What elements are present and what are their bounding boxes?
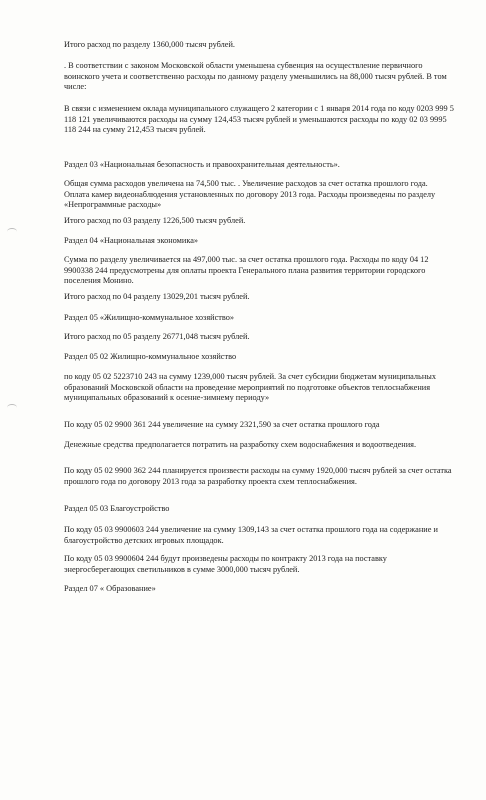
binding-mark xyxy=(7,404,17,411)
paragraph: По коду 05 02 9900 361 244 увеличение на сумму 2321,590 за счет остатка прошлого года xyxy=(64,420,380,429)
section-heading: Раздел 04 «Национальная экономика» xyxy=(64,236,199,245)
paragraph: Сумма по разделу увеличивается на 497,000 тыс. за счет остатка прошлого года. Расходы по коду 04 12 9900338 244 предусмотрены для оплаты проекта Генерального плана развития территории городского поселения Монино. xyxy=(64,255,429,286)
paragraph: Общая сумма расходов увеличена на 74,500 тыс. . Увеличение расходов за счет остатка прошлого года. Оплата камер видеонаблюдения установленных по договору 2013 года. Расходы произведены по разделу «Непрограммные расходы» xyxy=(64,179,436,210)
paragraph: Итого расход по 04 разделу 13029,201 тысяч рублей. xyxy=(64,292,250,301)
section-heading: Раздел 07 « Образование» xyxy=(64,584,156,593)
paragraph: По коду 05 02 9900 362 244 планируется произвести расходы на сумму 1920,000 тысяч рублей за счет остатка прошлого года по договору 2013 года за разработку проекта схем теплоснабжения. xyxy=(64,466,452,486)
binding-mark xyxy=(7,228,17,235)
paragraph: Денежные средства предполагается потратить на разработку схем водоснабжения и водоотведения. xyxy=(64,440,417,449)
section-heading: Раздел 05 03 Благоустройство xyxy=(64,504,170,513)
section-heading: Раздел 05 «Жилищно-коммунальное хозяйство» xyxy=(64,313,235,322)
paragraph: По коду 05 03 9900604 244 будут произведены расходы по контракту 2013 года на поставку энергосберегающих светильников в сумме 3000,000 тысяч рублей. xyxy=(64,554,387,574)
paragraph: по коду 05 02 5223710 243 на сумму 1239,000 тысяч рублей. За счет субсидии бюджетам муниципальных образований Московской области на проведение мероприятий по подготовке объектов теплоснабжения муниципальных образований к осенне-зимнему периоду» xyxy=(64,372,436,403)
paragraph: Итого расход по 03 разделу 1226,500 тысяч рублей. xyxy=(64,216,246,225)
paragraph: Итого расход по 05 разделу 26771,048 тысяч рублей. xyxy=(64,332,250,341)
section-heading: Раздел 05 02 Жилищно-коммунальное хозяйство xyxy=(64,352,237,361)
paragraph: Итого расход по разделу 1360,000 тысяч рублей. xyxy=(64,40,235,49)
paragraph: По коду 05 03 9900603 244 увеличение на сумму 1309,143 за счет остатка прошлого года на содержание и благоустройство детских игровых площадок. xyxy=(64,525,438,545)
section-heading: Раздел 03 «Национальная безопасность и правоохранительная деятельность». xyxy=(64,160,340,169)
paragraph: В связи с изменением оклада муниципального служащего 2 категории с 1 января 2014 года по коду 0203 999 5 118 121 увеличиваются расходы на сумму 124,453 тысяч рублей и уменьшаются расходы по коду 02 03 9995 118 244 на сумму 212,453 тысяч рублей. xyxy=(64,104,454,135)
paragraph: . В соответствии с законом Московской области уменьшена субвенция на осуществление первичного воинского учета и соответственно расходы по данному разделу уменьшились на 88,000 тысяч рублей. В том числе: xyxy=(64,61,447,92)
